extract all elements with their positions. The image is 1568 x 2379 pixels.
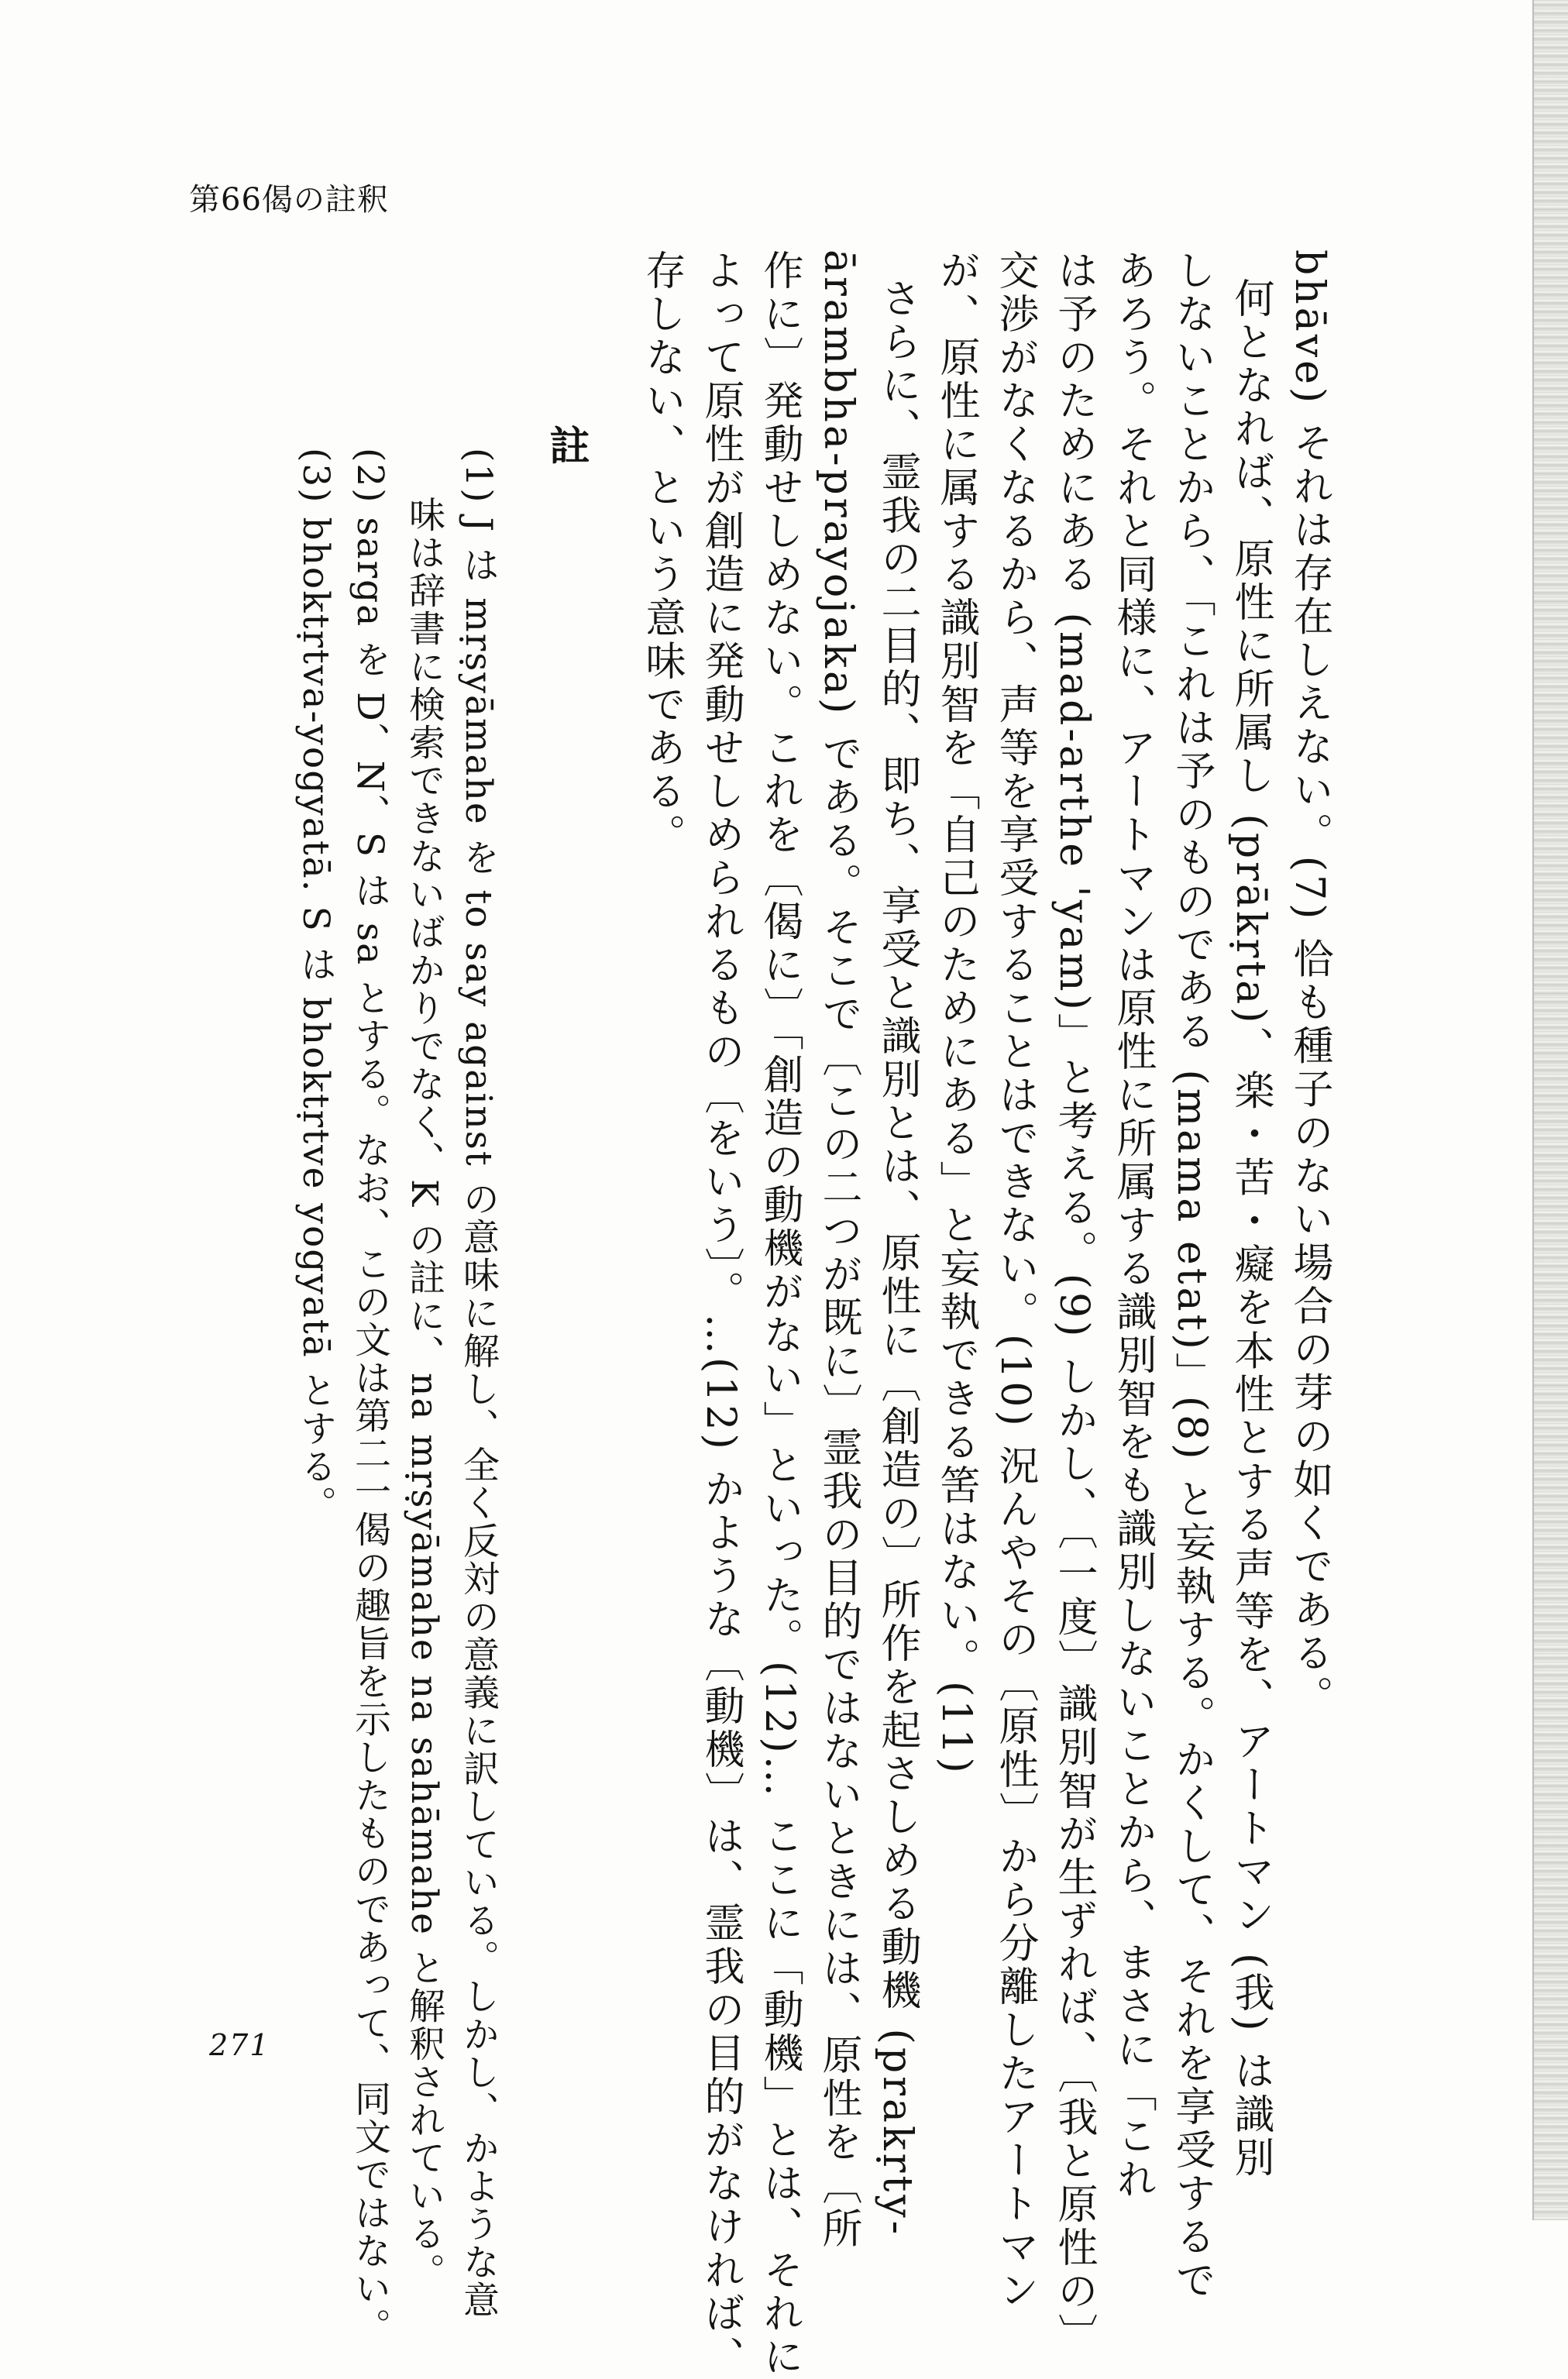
body-column: bhāve) それは存在しえない。(7) 恰も種子のない場合の芽の如くである。 — [1286, 249, 1332, 1719]
notes-heading: 註 — [542, 425, 590, 465]
body-column: しないことから、「これは予のものである (mama etat)」(8) と妄執する。かくして、それを享受するで — [1168, 249, 1215, 2303]
body-column: 交渉がなくなるから、声等を享受することはできない。(10) 況んやその〔原性〕から分離したアートマン — [992, 249, 1038, 2313]
body-column: 何となれば、原性に所属し (prākṛta)、楽・苦・癡を本性とする声等を、アートマン (我) は識別 — [1227, 277, 1274, 2181]
note-item: (1) J は mṛṣyāmahe を to say against の意味に解し、全く反対の意義に訳している。しかし、かような意 — [457, 448, 500, 2319]
body-column: 存しない、という意味である。 — [638, 249, 685, 857]
running-head: 第66偈の註釈 — [189, 182, 389, 218]
note-item: (2) sarga を D、N、S は sa とする。なお、この文は第二一偈の趣旨を示したものであって、同文ではない。 — [349, 448, 391, 2346]
page-number: 271 — [209, 2028, 270, 2062]
body-column: が、原性に属する識別智を「自己のためにある」と妄執できる筈はない。(11) — [933, 249, 979, 1776]
body-column: よって原性が創造に発動せしめられるもの〔をいう〕。…(12) かような〔動機〕は、霊我の目的がなければ、 — [697, 249, 744, 2379]
note-item: 味は辞書に検索できないばかりでなく、K の註に、na mṛṣyāmahe na sahāmahe と解釈されている。 — [403, 496, 445, 2291]
note-item: (3) bhoktṛtva-yogyatā. S は bhoktṛtve yogyatā とする。 — [294, 448, 337, 1524]
body-column: さらに、霊我の二目的、即ち、享受と識別とは、原性に〔創造の〕所作を起さしめる動機 (prakṛty- — [874, 277, 920, 2238]
body-column: 作に〕発動せしめない。これを〔偈に〕「創造の動機がない」といった。(12)… ここに「動機」とは、それに — [756, 249, 803, 2379]
book-edge — [1532, 0, 1568, 2220]
body-column: あろう。それと同様に、アートマンは原性に所属する識別智をも識別しないことから、まさに「これ — [1109, 249, 1156, 2202]
body-column: ārambha-prayojaka) である。そこで〔この二つが既に〕霊我の目的ではないときには、原性を〔所 — [815, 249, 861, 2251]
body-column: は予のためにある (mad-arthe 'yam)」と考える。(9) しかし、〔一度〕識別智が生ずれば、〔我と原性の〕 — [1050, 249, 1097, 2357]
